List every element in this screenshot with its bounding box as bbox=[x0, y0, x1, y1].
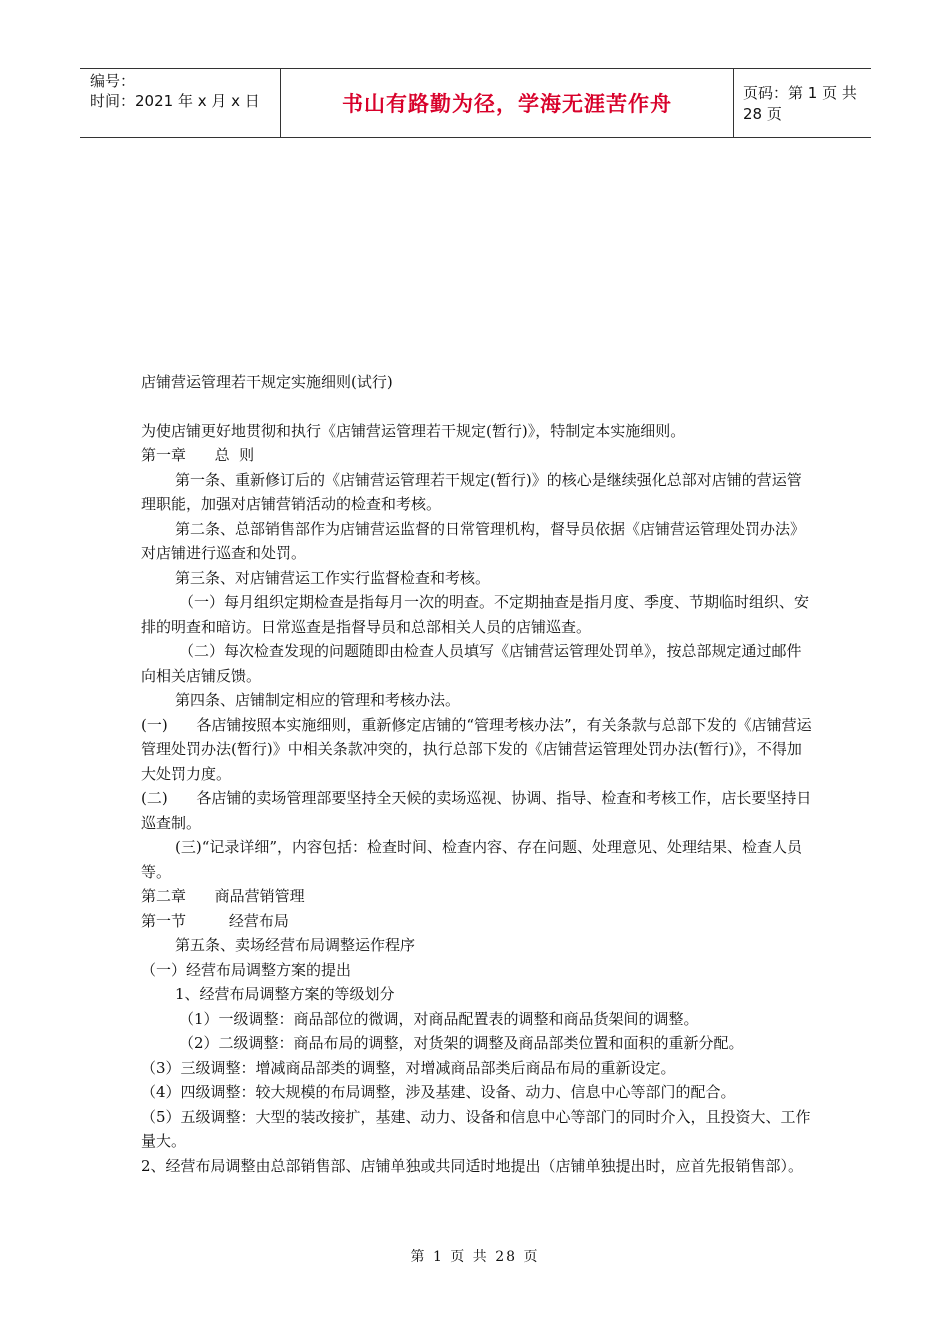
article-paragraph: 第五条、卖场经营布局调整运作程序 bbox=[175, 936, 416, 954]
list-item: （1）一级调整：商品部位的微调，对商品配置表的调整和商品货架间的调整。 bbox=[179, 1009, 699, 1028]
list-item: 2、经营布局调整由总部销售部、店铺单独或共同适时地提出（店铺单独提出时，应首先报销售部）。 bbox=[141, 1156, 804, 1175]
clause-paragraph: （二）每次检查发现的问题随即由检查人员填写《店铺营运管理处罚单》，按总部规定通过邮件向相关店铺反馈。 bbox=[141, 642, 802, 685]
serial-number-label: 编号： bbox=[90, 72, 136, 90]
document-body bbox=[141, 370, 816, 1178]
list-item: （5）五级调整：大型的装改接扩，基建、动力、设备和信息中心等部门的同时介入，且投资大、工作量大。 bbox=[141, 1107, 811, 1150]
list-item: （2）二级调整：商品布局的调整，对货架的调整及商品部类位置和面积的重新分配。 bbox=[179, 1034, 744, 1052]
clause-paragraph: （一）每月组织定期检查是指每月一次的明查。不定期抽查是指月度、季度、节期临时组织、安排的明查和暗访。日常巡查是指督导员和总部相关人员的店铺巡查。 bbox=[141, 593, 810, 636]
article-paragraph: 第三条、对店铺营运工作实行监督检查和考核。 bbox=[175, 568, 491, 587]
document-title: 店铺营运管理若干规定实施细则(试行) bbox=[141, 373, 393, 391]
date-line: 时间：2021 年 x 月 x 日 bbox=[90, 92, 260, 110]
header-page-info: 页码：第 1 页 共 28 页 bbox=[743, 84, 857, 123]
clause-paragraph: (一) 各店铺按照本实施细则，重新修定店铺的“管理考核办法”，有关条款与总部下发的《店铺营运管理处罚办法(暂行)》中相关条款冲突的，执行总部下发的《店铺营运管理处罚办法(暂行)》，不得加大处罚力度。 bbox=[141, 715, 812, 783]
chapter-heading: 第一章 总 则 bbox=[141, 446, 255, 464]
article-paragraph: 第四条、店铺制定相应的管理和考核办法。 bbox=[175, 691, 461, 709]
list-item: 1、经营布局调整方案的等级划分 bbox=[175, 985, 395, 1003]
list-item: （4）四级调整：较大规模的布局调整，涉及基建、设备、动力、信息中心等部门的配合。 bbox=[141, 1083, 736, 1101]
list-item: （3）三级调整：增减商品部类的调整，对增减商品部类后商品布局的重新设定。 bbox=[141, 1058, 676, 1077]
page-footer: 第 1 页 共 28 页 bbox=[410, 1249, 540, 1265]
spacer bbox=[141, 395, 816, 419]
section-heading: 第一节 经营布局 bbox=[141, 911, 289, 930]
chapter-heading: 第二章 商品营销管理 bbox=[141, 887, 305, 905]
article-paragraph: 第一条、重新修订后的《店铺营运管理若干规定(暂行)》的核心是继续强化总部对店铺的营运管理职能，加强对店铺营销活动的检查和考核。 bbox=[141, 470, 802, 513]
clause-paragraph: (二) 各店铺的卖场管理部要坚持全天候的卖场巡视、协调、指导、检查和考核工作，店长要坚持日巡查制。 bbox=[141, 789, 812, 832]
page-header bbox=[80, 68, 871, 138]
header-motto: 书山有路勤为径，学海无涯苦作舟 bbox=[281, 69, 734, 137]
clause-paragraph: (三)“记录详细”，内容包括：检查时间、检查内容、存在问题、处理意见、处理结果、检查人员等。 bbox=[141, 838, 803, 881]
paragraph-intro: 为使店铺更好地贯彻和执行《店铺营运管理若干规定(暂行)》，特制定本实施细则。 bbox=[141, 421, 686, 440]
header-meta-cell bbox=[80, 69, 281, 137]
article-paragraph: 第二条、总部销售部作为店铺营运监督的日常管理机构，督导员依据《店铺营运管理处罚办法》对店铺进行巡查和处罚。 bbox=[141, 519, 806, 562]
clause-paragraph: （一）经营布局调整方案的提出 bbox=[141, 960, 352, 979]
